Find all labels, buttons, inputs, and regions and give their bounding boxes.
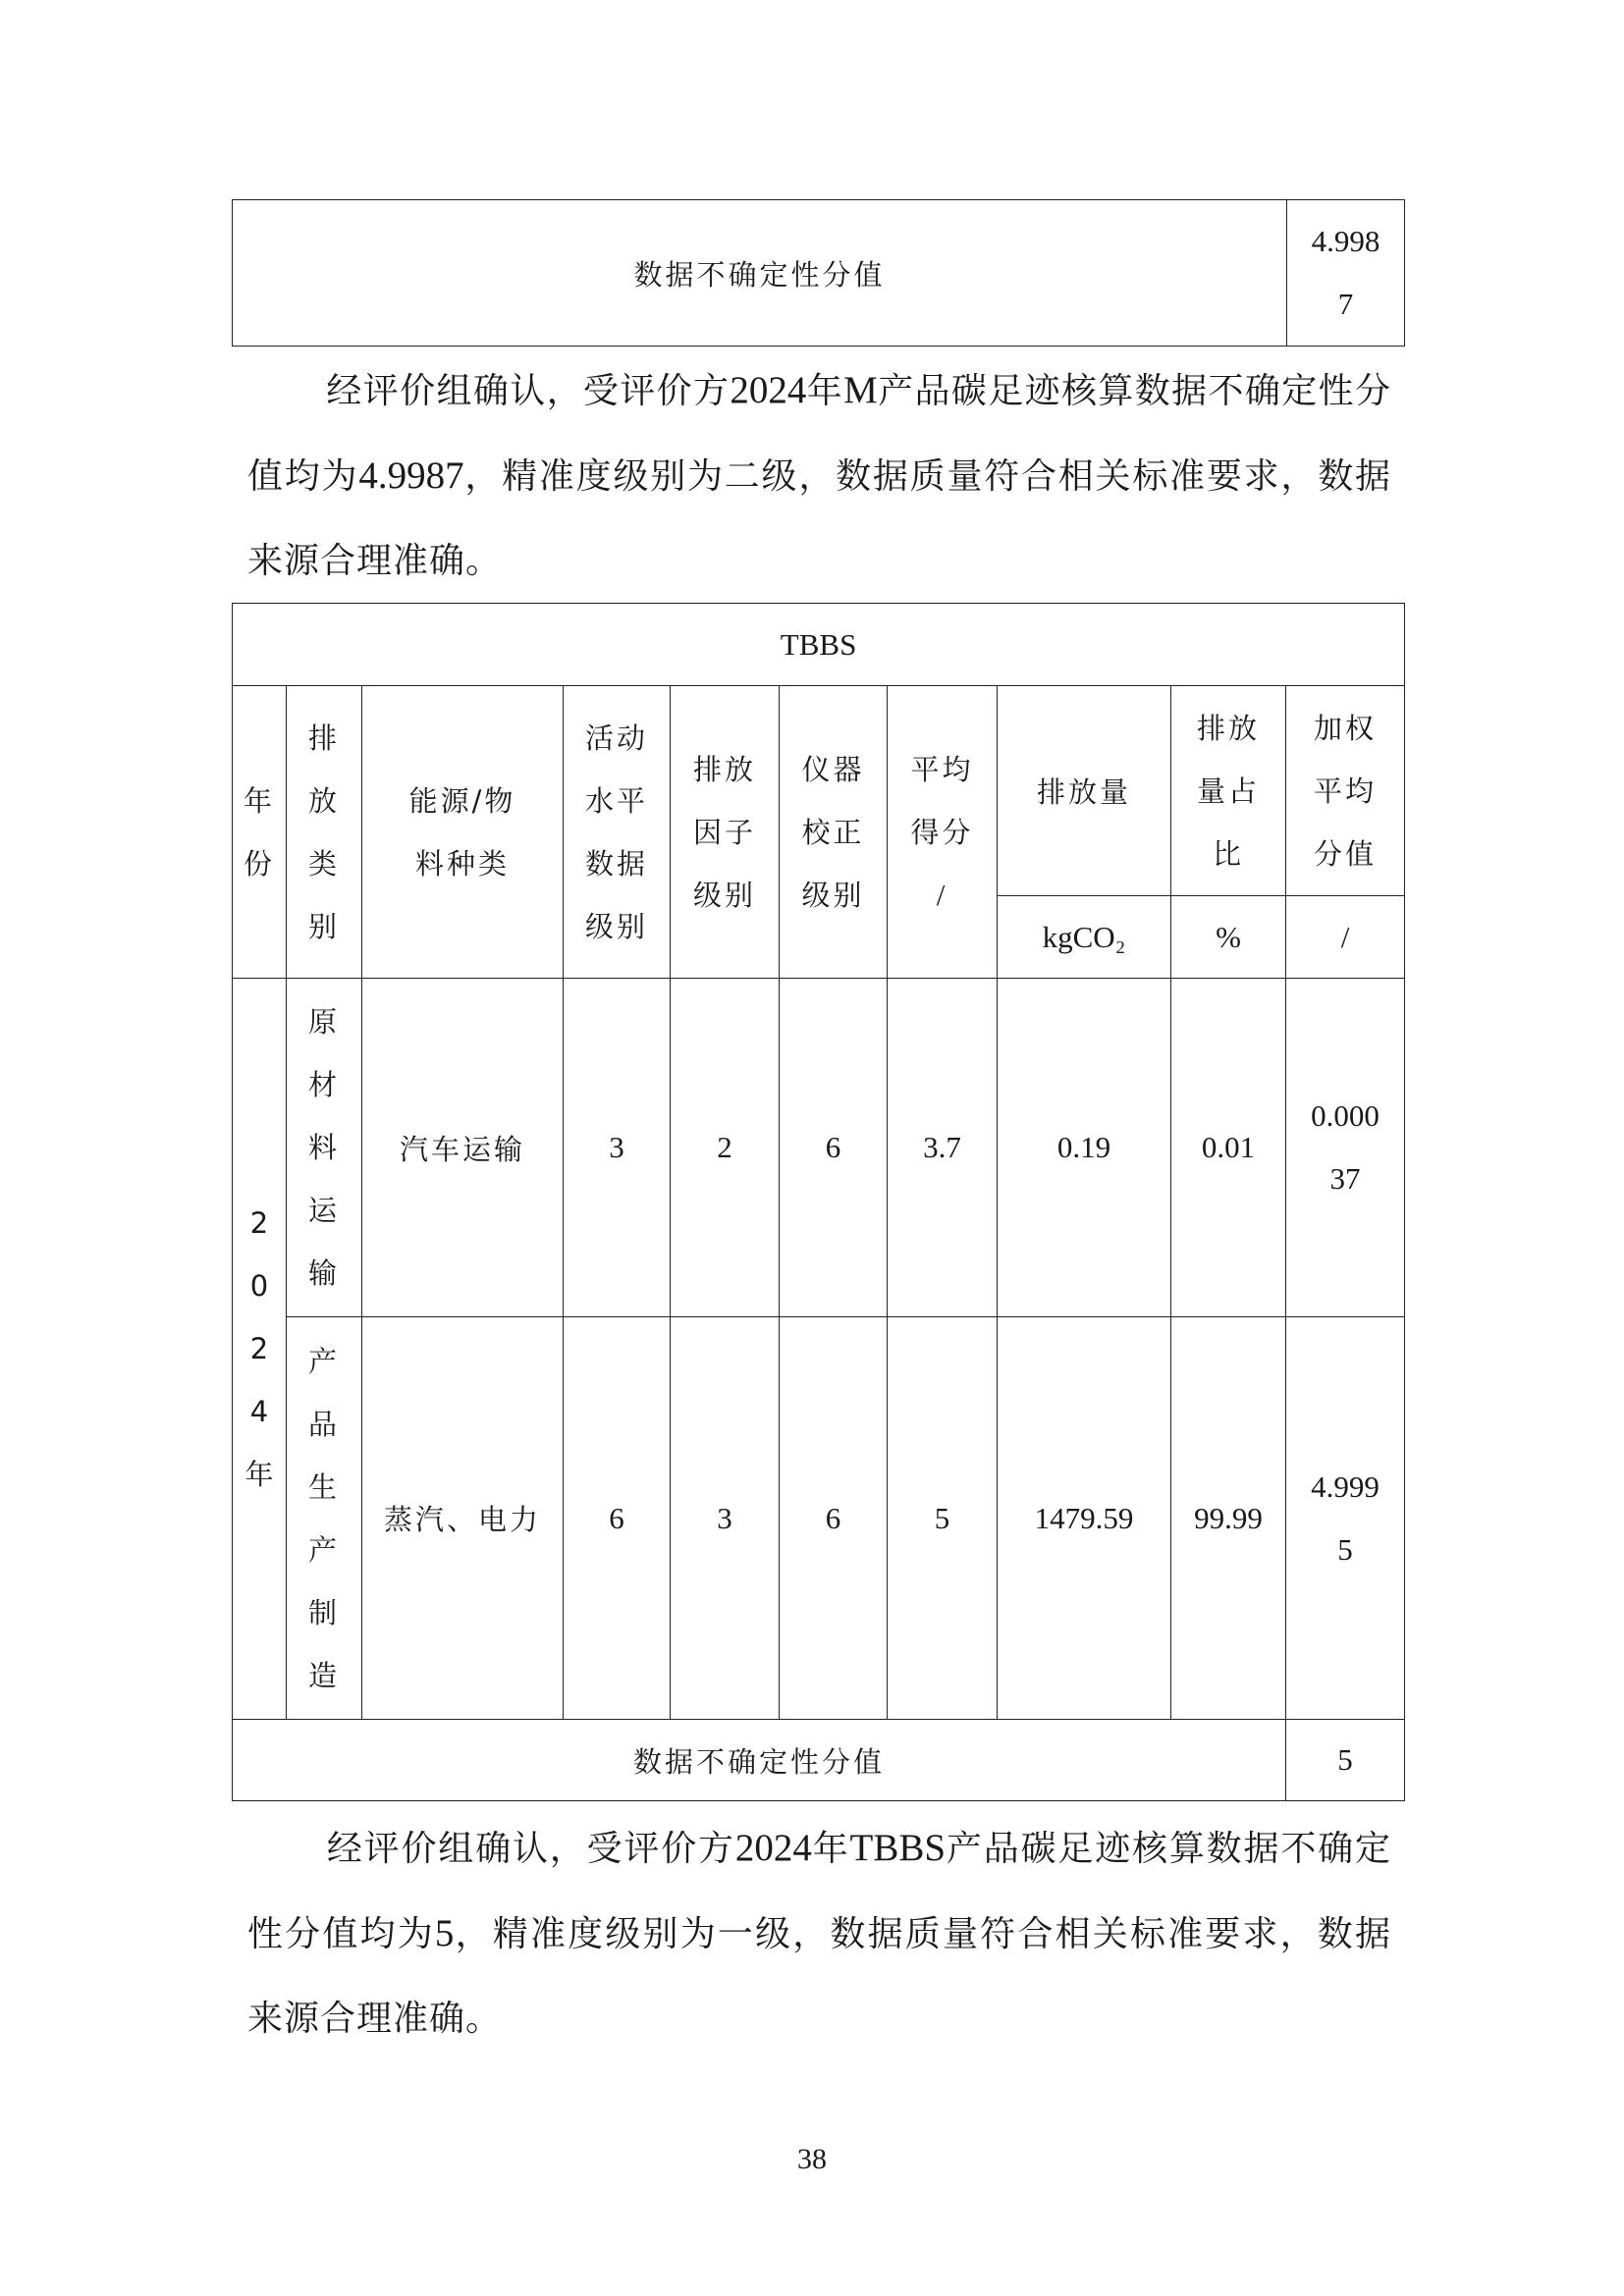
weighted-line: 4.999	[1311, 1468, 1380, 1504]
score: 4.9987	[358, 454, 464, 497]
header-text: 加权平均分值	[1314, 711, 1378, 871]
page-number: 38	[797, 2143, 827, 2175]
header-text: 排放因子级别	[692, 752, 756, 912]
value-line: 7	[1337, 287, 1354, 321]
table-row	[233, 604, 1405, 686]
header-text: 排放量占比	[1196, 711, 1260, 871]
emissions-cell: 1479.59	[998, 1317, 1171, 1720]
activity-grade-cell: 3	[564, 979, 671, 1317]
year: 2024	[734, 1827, 812, 1869]
year-text: 2024年	[244, 1206, 274, 1491]
header-energy-material	[362, 686, 564, 979]
text: 年	[806, 371, 844, 411]
header-emission-factor-grade	[671, 686, 780, 979]
unit-emissions: kgCO₂	[998, 896, 1171, 979]
share-cell: 0.01	[1171, 979, 1286, 1317]
uncertainty-score-table	[232, 199, 1405, 347]
conclusion-paragraph-m	[247, 348, 1391, 604]
factor-grade-cell: 2	[671, 979, 780, 1317]
factor-grade-cell: 3	[671, 1317, 780, 1720]
score: 5	[434, 1912, 455, 1954]
header-text: 活动水平数据级别	[584, 721, 648, 943]
header-text: 年份	[243, 783, 275, 881]
header-activity-level-grade	[564, 686, 671, 979]
weighted-cell	[1286, 1317, 1405, 1720]
calibration-grade-cell: 6	[780, 1317, 888, 1720]
table-header-row	[233, 686, 1405, 896]
table-title: TBBS	[233, 604, 1405, 686]
emissions-cell: 0.19	[998, 979, 1171, 1317]
category-text: 产品生产制造	[307, 1344, 340, 1692]
value-line: 4.998	[1311, 224, 1380, 258]
year: 2024	[730, 369, 807, 411]
weighted-cell	[1286, 979, 1405, 1317]
text: 产品碳足迹核算数据不确定性分值均为	[247, 371, 1391, 497]
footer-label: 数据不确定性分值	[233, 1720, 1286, 1801]
product-name: TBBS	[849, 1827, 947, 1869]
average-score-cell: 3.7	[888, 979, 998, 1317]
calibration-grade-cell: 6	[780, 979, 888, 1317]
weighted-line: 37	[1329, 1161, 1361, 1196]
conclusion-paragraph-tbbs	[247, 1806, 1391, 2061]
unit-emission-share: %	[1171, 896, 1286, 979]
header-emission-share	[1171, 686, 1286, 896]
header-text: 仪器校正级别	[801, 752, 865, 912]
average-score-cell: 5	[888, 1317, 998, 1720]
material-cell: 蒸汽、电力	[362, 1317, 564, 1720]
text: 经评价组确认，受评价方	[326, 1829, 735, 1869]
header-average-score	[888, 686, 998, 979]
header-emissions: 排放量	[998, 686, 1171, 896]
header-text: 排放类别	[307, 721, 340, 943]
tbbs-table	[232, 603, 1405, 1801]
uncertainty-score-value	[1287, 200, 1405, 347]
year-cell	[233, 979, 287, 1720]
text: 产品碳足迹核算数据不确定性分值均为	[247, 1829, 1391, 1954]
table-row	[233, 200, 1405, 347]
header-text: 能源/物料种类	[408, 783, 516, 881]
weighted-line: 5	[1337, 1531, 1353, 1567]
weighted-line: 0.000	[1311, 1098, 1380, 1133]
text: 年	[811, 1829, 850, 1869]
text: ，精准度级别为一级，数据质量符合相关标准要求，数据来源合理准确。	[247, 1914, 1391, 2039]
header-unit: /	[936, 877, 948, 912]
table-row	[233, 979, 1405, 1317]
category-cell	[287, 1317, 362, 1720]
uncertainty-score-label: 数据不确定性分值	[233, 200, 1287, 347]
text: ，精准度级别为二级，数据质量符合相关标准要求，数据来源合理准确。	[247, 456, 1391, 581]
table-footer-row	[233, 1720, 1405, 1801]
product-name: M	[843, 369, 878, 411]
unit-weighted-average: /	[1286, 896, 1405, 979]
footer-value: 5	[1286, 1720, 1405, 1801]
share-cell: 99.99	[1171, 1317, 1286, 1720]
header-text: 平均得分	[910, 752, 974, 849]
category-cell	[287, 979, 362, 1317]
header-year	[233, 686, 287, 979]
header-weighted-average	[1286, 686, 1405, 896]
table-row	[233, 1317, 1405, 1720]
activity-grade-cell: 6	[564, 1317, 671, 1720]
header-emission-category	[287, 686, 362, 979]
header-calibration-grade	[780, 686, 888, 979]
text: 经评价组确认，受评价方	[326, 371, 731, 411]
material-cell: 汽车运输	[362, 979, 564, 1317]
category-text: 原材料运输	[307, 1005, 340, 1290]
